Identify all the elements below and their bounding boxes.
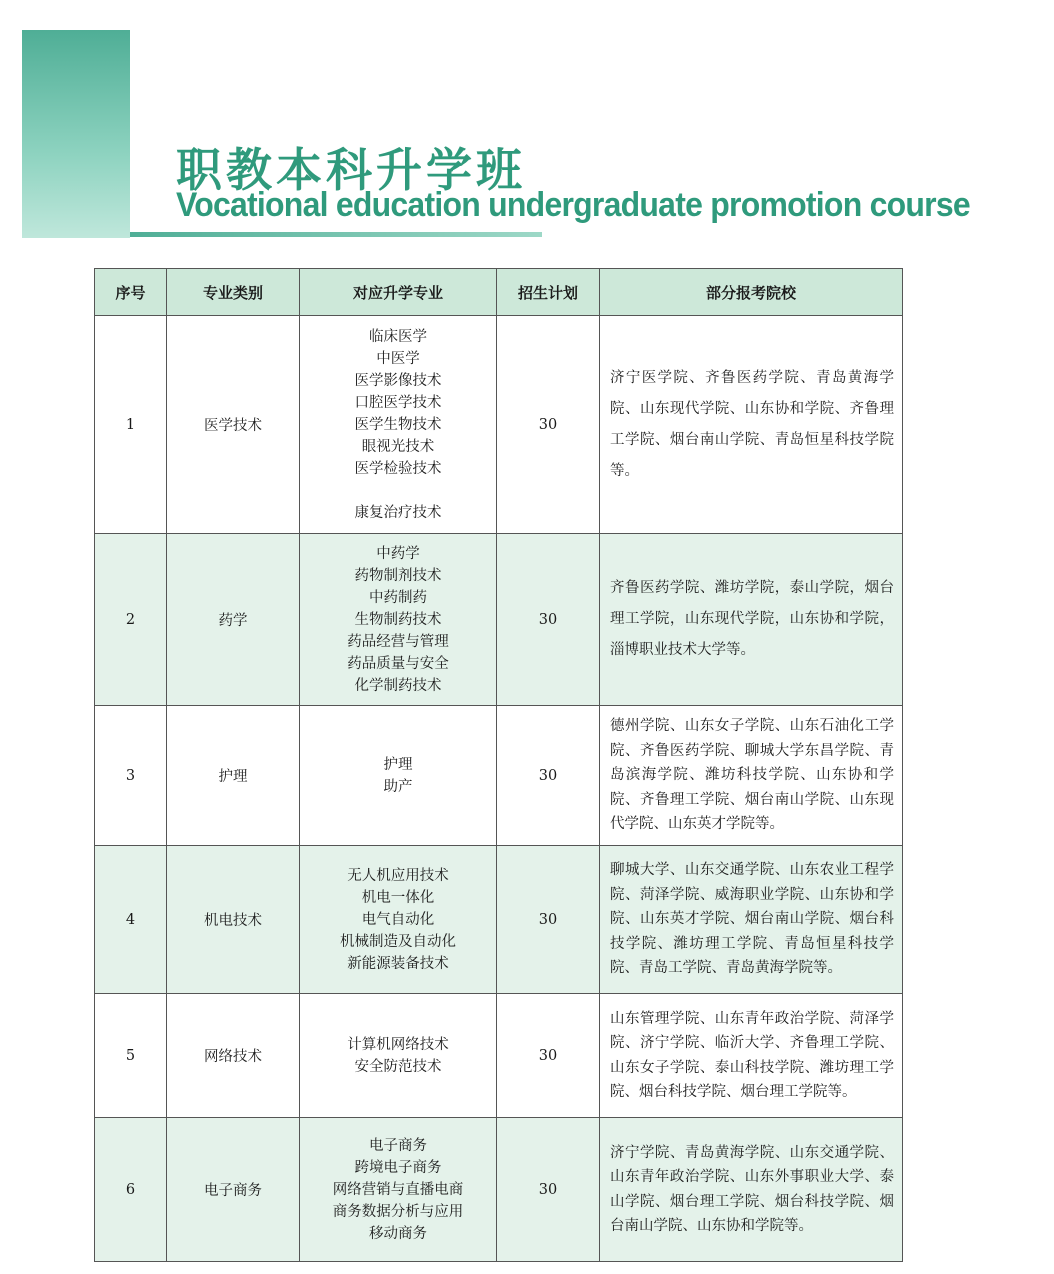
- page-title: 职教本科升学班: [176, 143, 526, 197]
- major-item: 机电一体化: [361, 889, 435, 906]
- major-item: 移动商务: [369, 1225, 427, 1242]
- major-item: 中医学: [376, 350, 420, 367]
- major-item: 生物制药技术: [354, 611, 442, 628]
- col-header-no: 序号: [95, 269, 167, 316]
- major-item: 无人机应用技术: [347, 867, 449, 884]
- row-majors: [300, 994, 497, 1118]
- col-header-schools: 部分报考院校: [600, 269, 903, 316]
- row-schools: [600, 316, 903, 534]
- row-plan: 30: [497, 534, 600, 706]
- table-row: [95, 316, 903, 534]
- table-header-row: [95, 269, 903, 316]
- major-item: 助产: [383, 778, 413, 795]
- schools-text: 齐鲁医药学院、潍坊学院，泰山学院，烟台理工学院，山东现代学院，山东协和学院，淄博职业技术大学等。: [610, 580, 894, 658]
- row-schools: [600, 706, 903, 846]
- major-item: 中药制药: [369, 589, 427, 606]
- major-item: 商务数据分析与应用: [332, 1203, 464, 1220]
- major-item: 药品质量与安全: [347, 655, 449, 672]
- table-row: [95, 994, 903, 1118]
- row-schools: [600, 846, 903, 994]
- row-plan: 30: [497, 994, 600, 1118]
- row-number: 5: [95, 994, 167, 1118]
- row-majors: [300, 534, 497, 706]
- row-category: 医学技术: [167, 316, 300, 534]
- major-item: 机械制造及自动化: [340, 933, 456, 950]
- row-majors: [300, 706, 497, 846]
- major-item: 计算机网络技术: [347, 1036, 449, 1053]
- major-item: 眼视光技术: [361, 438, 435, 455]
- schools-text: 济宁医学院、齐鲁医药学院、青岛黄海学院、山东现代学院、山东协和学院、齐鲁理工学院、烟台南山学院、青岛恒星科技学院等。: [610, 369, 894, 479]
- major-item: 药物制剂技术: [354, 567, 442, 584]
- schools-text: 山东管理学院、山东青年政治学院、菏泽学院、济宁学院、临沂大学、齐鲁理工学院、山东女子学院、泰山科技学院、潍坊理工学院、烟台科技学院、烟台理工学院等。: [610, 1010, 894, 1100]
- row-plan: 30: [497, 706, 600, 846]
- major-item: 医学生物技术: [354, 416, 442, 433]
- programs-table: [94, 268, 903, 1262]
- row-schools: [600, 994, 903, 1118]
- col-header-majors: 对应升学专业: [300, 269, 497, 316]
- page-subtitle: Vocational education undergraduate promotion course: [176, 186, 970, 224]
- row-schools: [600, 1118, 903, 1262]
- title-underline: [130, 232, 542, 237]
- row-category: 电子商务: [167, 1118, 300, 1262]
- row-majors: [300, 1118, 497, 1262]
- row-plan: 30: [497, 316, 600, 534]
- major-item: 临床医学: [369, 328, 427, 345]
- row-number: 4: [95, 846, 167, 994]
- major-item: 口腔医学技术: [354, 394, 442, 411]
- major-item: 康复治疗技术: [354, 504, 442, 521]
- row-majors: [300, 846, 497, 994]
- row-category: 护理: [167, 706, 300, 846]
- major-item: 电子商务: [369, 1137, 427, 1154]
- major-item: 跨境电子商务: [354, 1159, 442, 1176]
- major-item: 安全防范技术: [354, 1058, 442, 1075]
- major-item: 化学制药技术: [354, 677, 442, 694]
- table-row: [95, 534, 903, 706]
- major-item: 电气自动化: [361, 911, 435, 928]
- table-row: [95, 846, 903, 994]
- major-item: 新能源装备技术: [347, 955, 449, 972]
- row-schools: [600, 534, 903, 706]
- major-item: 药品经营与管理: [347, 633, 449, 650]
- row-plan: 30: [497, 1118, 600, 1262]
- row-category: 网络技术: [167, 994, 300, 1118]
- schools-text: 济宁学院、青岛黄海学院、山东交通学院、山东青年政治学院、山东外事职业大学、泰山学院、烟台理工学院、烟台科技学院、烟台南山学院、山东协和学院等。: [610, 1144, 894, 1234]
- row-number: 6: [95, 1118, 167, 1262]
- table-row: [95, 706, 903, 846]
- row-number: 3: [95, 706, 167, 846]
- row-plan: 30: [497, 846, 600, 994]
- banner-decoration: [22, 30, 130, 238]
- row-majors: [300, 316, 497, 534]
- schools-text: 聊城大学、山东交通学院、山东农业工程学院、菏泽学院、威海职业学院、山东协和学院、山东英才学院、烟台南山学院、烟台科技学院、潍坊理工学院、青岛恒星科技学院、青岛工学院、青岛黄海学院等。: [610, 862, 894, 977]
- major-item: 网络营销与直播电商: [332, 1181, 464, 1198]
- row-number: 2: [95, 534, 167, 706]
- major-item: 护理: [383, 756, 413, 773]
- major-item: 医学检验技术: [354, 460, 442, 477]
- major-item: 医学影像技术: [354, 372, 442, 389]
- table-row: [95, 1118, 903, 1262]
- row-number: 1: [95, 316, 167, 534]
- row-category: 机电技术: [167, 846, 300, 994]
- major-item: 中药学: [376, 545, 420, 562]
- major-item: [300, 480, 496, 502]
- row-category: 药学: [167, 534, 300, 706]
- col-header-plan: 招生计划: [497, 269, 600, 316]
- schools-text: 德州学院、山东女子学院、山东石油化工学院、齐鲁医药学院、聊城大学东昌学院、青岛滨海学院、潍坊科技学院、山东协和学院、齐鲁理工学院、烟台南山学院、山东现代学院、山东英才学院等。: [610, 718, 894, 833]
- col-header-category: 专业类别: [167, 269, 300, 316]
